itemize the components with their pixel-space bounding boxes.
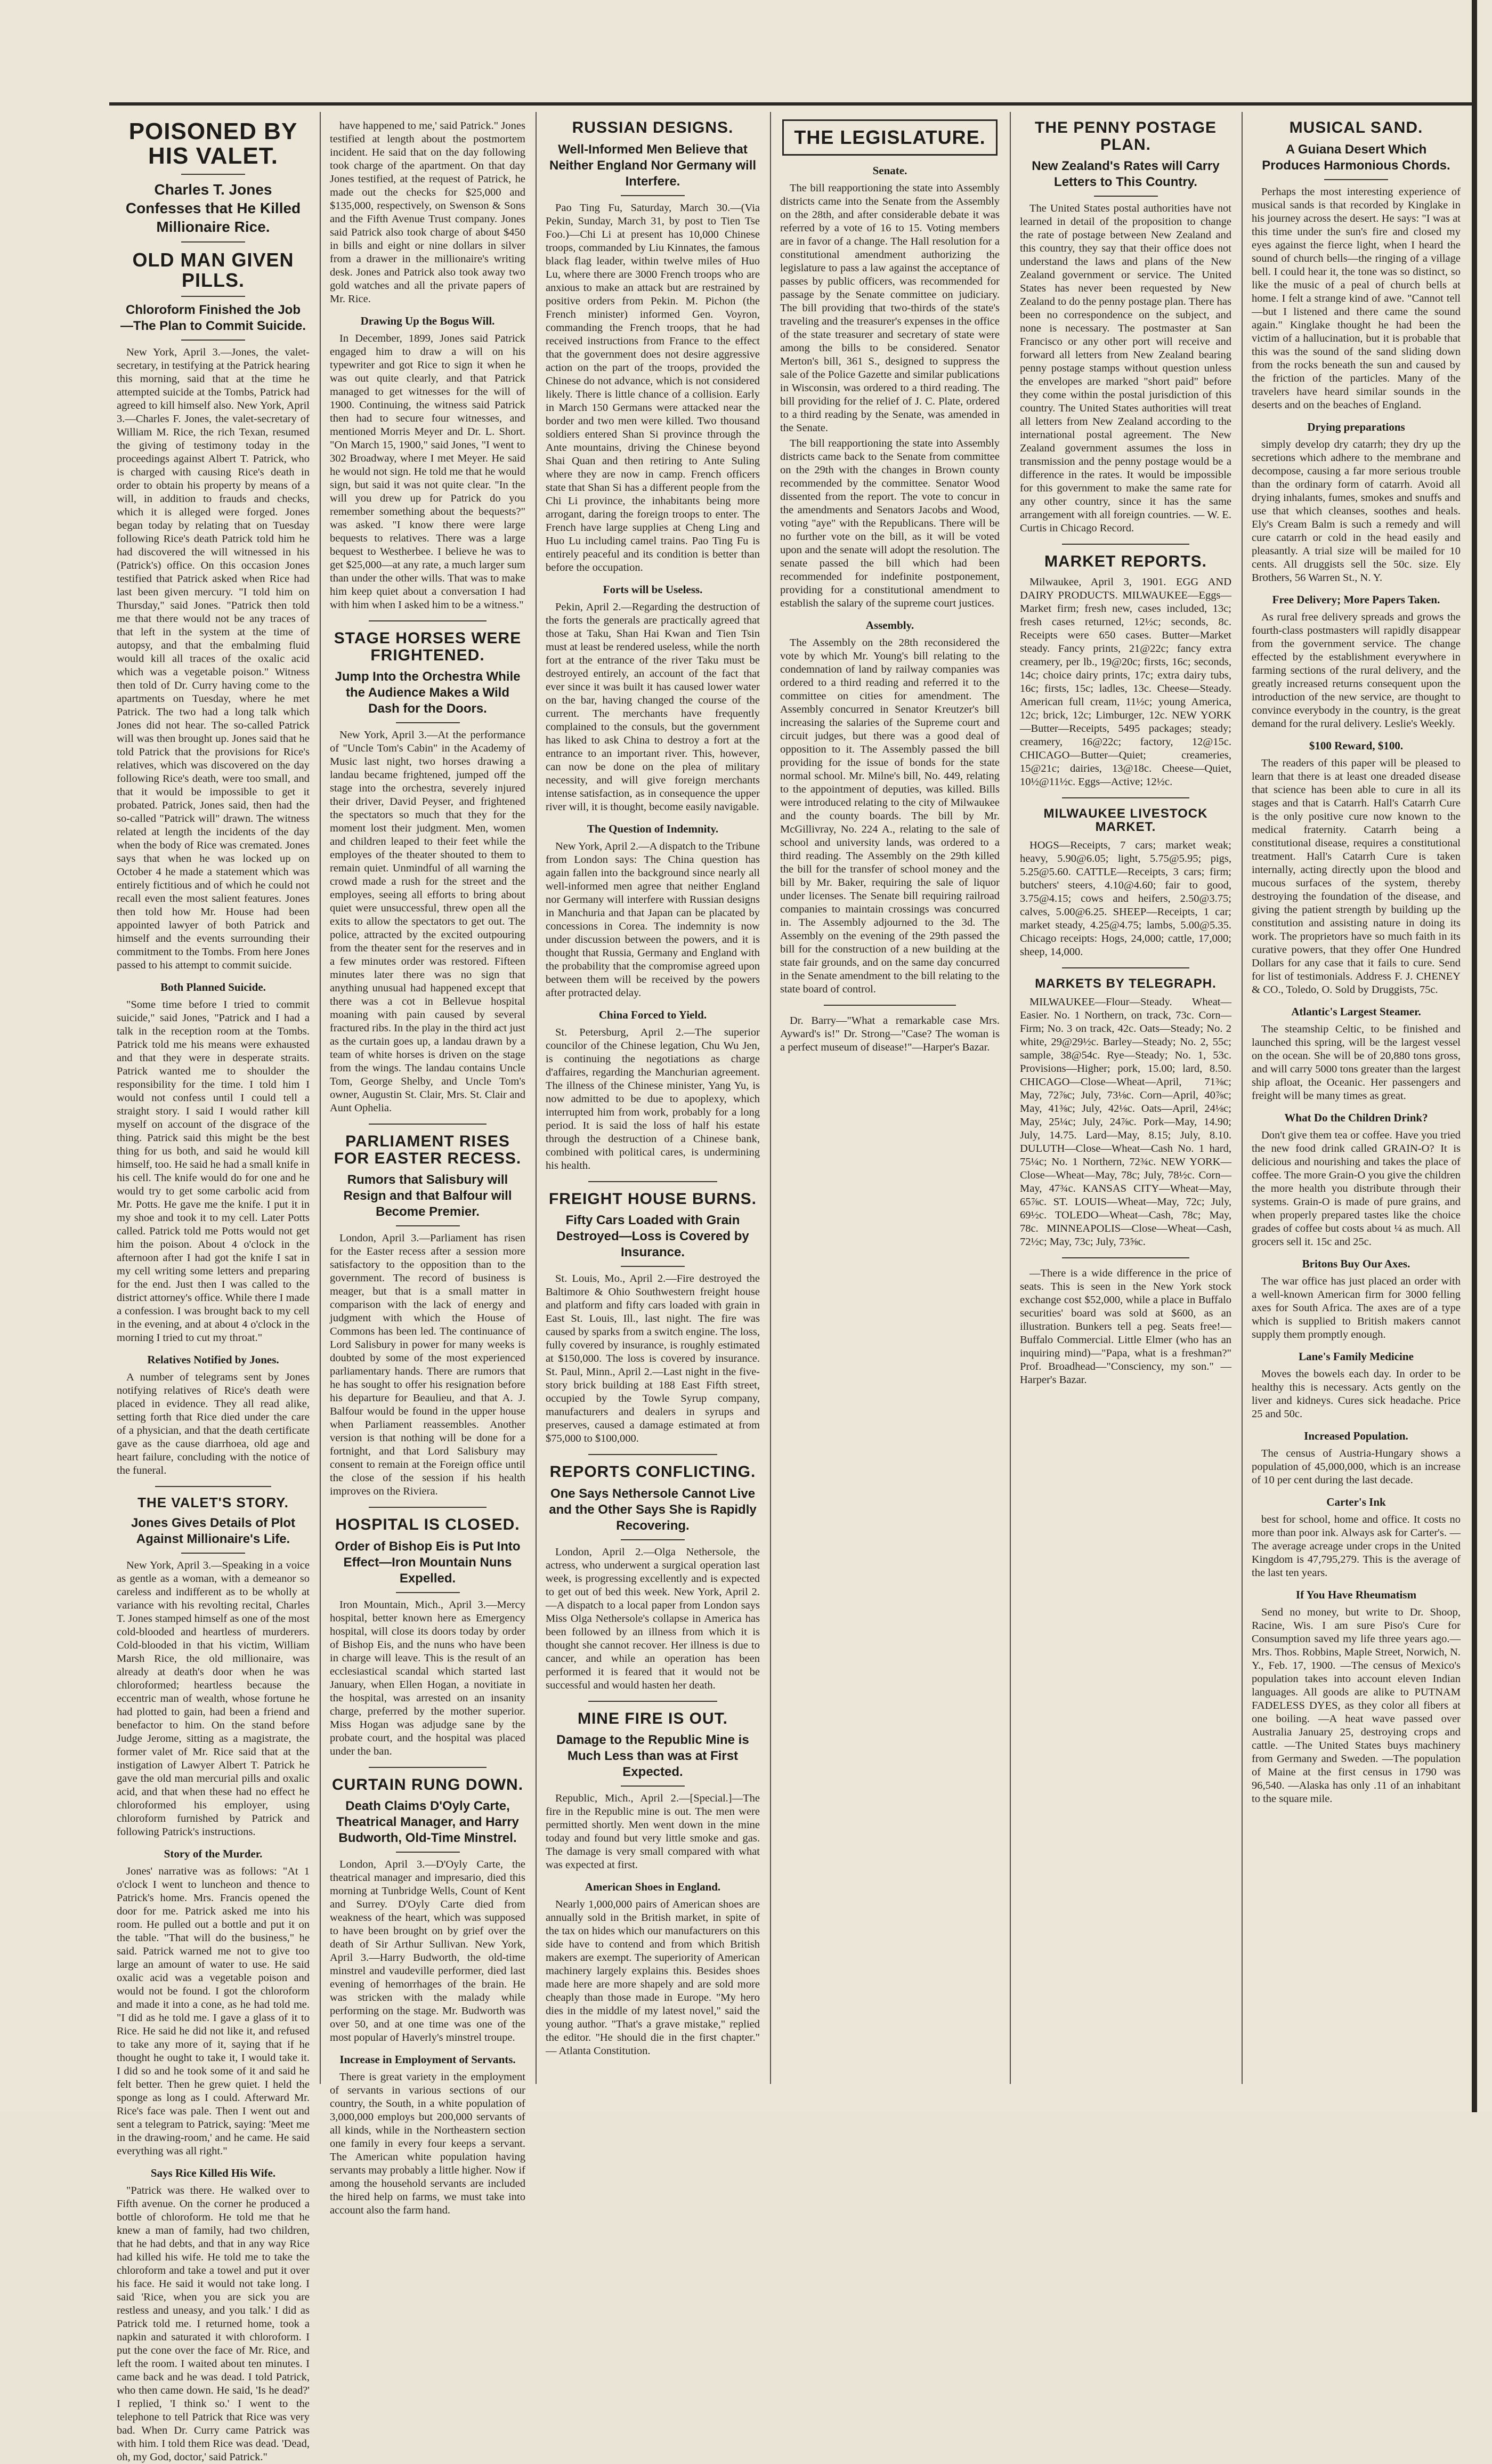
article-body: The readers of this paper will be pleased to learn that there is at least one dreaded disease that science has been able to cure in all its stages and that is Catarrh. Hall's Catarrh Cure is the only positive cure now known to the medical fraternity. Catarrh being a constitutional disease, requires a constitutional treatment. Hall's Catarrh Cure is taken internally, acting directly upon the blood and mucous surfaces of the system, thereby destroying the foundation of the disease, and giving the patient strength by building up the constitution and assisting nature in doing its work. The proprietors have so much faith in its curative powers, that they offer One Hundred Dollars for any case that it fails to cure. Send for list of testimonials. Address F. J. CHENEY & CO., Toledo, O. Sold by Druggists, 75c. <box>1252 757 1461 996</box>
subhead: Drawing Up the Bogus Will. <box>360 314 495 327</box>
headline-legislature: THE LEGISLATURE. <box>782 119 998 156</box>
article-body: Milwaukee, April 3, 1901. EGG AND DAIRY PRODUCTS. MILWAUKEE—Eggs—Market firm; fresh new, cases included, 13c; fresh cases returned, 12½c; seconds, 8c. Receipts were 650 cases. Butter—Market steady. Fancy prints, 21@22c; fancy extra creamery, per lb., 19@20c; firsts, 16c; seconds, 14c; choice dairy prints, 17c; extra dairy tubs, 16c; firsts, 15c; ladles, 13c. Cheese—Steady. American full cream, 11½c; young America, 12c; brick, 12c; Limburger, 12c. NEW YORK—Butter—Receipts, 5495 packages; steady; creamery, 16@22c; factory, 12@15c. CHICAGO—Butter—Quiet; creameries, 15@21c; dairies, 13@18c. Cheese—Quiet, 10½@11½c. Eggs—Active; 12½c. <box>1020 576 1231 788</box>
deck-chloroform: Chloroform Finished the Job—The Plan to Commit Suicide. <box>120 302 306 333</box>
subhead: Relatives Notified by Jones. <box>147 1353 279 1366</box>
article-body: have happened to me,' said Patrick." Jones testified at length about the postmortem incident. He said that on the day following took charge of the apartment. On that day Jones testified, at the request of Patrick, he made out the checks for $25,000 and $135,000, respectively, on Swenson & Sons and the Fifth Avenue Trust company. Jones said Patrick also took charge of about $450 in bills and eight or nine dollars in silver from a drawer in the millionaire's writing desk. Jones and Patrick also took away two gold watches and all the private papers of Mr. Rice. <box>330 120 525 305</box>
article-body: New York, April 2.—A dispatch to the Tribune from London says: The China question has again fallen into the background since nearly all well-informed men agree that neither England nor Germany will interfere with Russian designs in Manchuria and that Japan can be placated by concessions in Corea. The indemnity is now under discussion between the powers, and it is thought that Russia, Germany and England with the probability that the compromise agreed upon between them will be received by the powers after protracted delay. <box>546 840 760 999</box>
headline-market-reports: MARKET REPORTS. <box>1044 553 1207 570</box>
headline-markets-by-telegraph: MARKETS BY TELEGRAPH. <box>1035 976 1217 991</box>
article-body: Send no money, but write to Dr. Shoop, Racine, Wis. I am sure Piso's Cure for Consumption saved my life three years ago.—Mrs. Thos. Robbins, Maple Street, Norwich, N. Y., Feb. 17, 1900. —The census of Mexico's population takes into account eleven Indian languages. All goods are alike to PUTNAM FADELESS DYES, as they color all fibers at one boiling. —A heat wave passed over Australia January 25, destroying crops and cattle. —The United States buys machinery from Germany and Sweden. —The population of Maine at the first census in 1790 was 96,540. —Alaska has only .11 of an inhabitant to the square mile. <box>1252 1606 1461 1805</box>
subhead: American Shoes in England. <box>585 1880 721 1893</box>
article-body: "Some time before I tried to commit suicide," said Jones, "Patrick and I had a talk in the reception room at the Tombs. Patrick told me his means were exhausted and that they were in desperate straits. Patrick wanted me to shoulder the responsibility for the time. I told him I would not confess until I could tell a straight story. I said I would rather kill myself on account of the disgrace of the thing. Patrick said this might be the best thing for us both, and said he would kill himself, too. He said he had a small knife in his cell. The knife would do for one and he would try to get some carbolic acid from Mr. Potts. He gave me the knife. I put it in my shoe and took it to my cell. Later Potts called. Patrick told me Potts would not get him the poison. About 4 o'clock in the afternoon after I had got the knife I sat in my cell writing some letters and preparing for the end. Just then I was called to the district attorney's office. While there I made a confession. I was brought back to my cell in the evening, and at about 4 o'clock in the morning I tried to cut my throat." <box>117 998 310 1344</box>
subhead: Free Delivery; More Papers Taken. <box>1272 593 1440 606</box>
article-body: Pao Ting Fu, Saturday, March 30.—(Via Pekin, Sunday, March 31, by post to Tien Tse Foo.)—Chi Li at present has 10,000 Chinese troops, commanded by Liu Kinnates, the famous black flag leader, within twelve miles of Huo Lu, where there are 3000 French troops who are anxious to make an attack but are restrained by positive orders from Pekin. M. Pichon (the French minister) informed Gen. Voyron, commanding the French troops, that he had received instructions from France to the effect that the government does not desire aggressive action on the part of the troops, provided the Chinese do not advance, which is not considered likely. There is little chance of a collision. Early in March 150 Germans were attacked near the border and two men were killed. Two thousand soldiers entered Shan Si province through the Ante mountains, driving the Chinese beyond Shai Quan and then retiring to Ante Suling where they are now in camp. French officers state that Shan Si has a different people from the Chi Li province, the inhabitants being more arrogant, daring the foreign troops to enter. The French have large supplies at Cheng Ling and Huo Lu including camel trains. Pao Ting Fu is entirely peaceful and its condition is better than before the occupation. <box>546 201 760 573</box>
headline-reports-conflicting: REPORTS CONFLICTING. <box>549 1463 756 1481</box>
headline-musical-sand: MUSICAL SAND. <box>1289 119 1423 136</box>
subhead: If You Have Rheumatism <box>1295 1588 1417 1601</box>
subhead: Increased Population. <box>1304 1429 1408 1442</box>
masthead-rule <box>109 102 1473 106</box>
article-body: London, April 3.—Parliament has risen for the Easter recess after a session more satisfactory to the opposition than to the government. The record of business is meager, but that is a small matter in comparison with the lack of energy and judgment with which the House of Commons has been led. The continuance of Lord Salisbury in power for many weeks is doubted by some of the most experienced parliamentary hands. There are rumors that he has sought to offer his resignation before his departure for Beaulieu, and that A. J. Balfour would be found in the upper house when Parliament reassembles. Another version is that nothing will be done for a fortnight, and that Lord Salisbury may consent to remain at the Foreign office until the close of the session if his health improves on the Riviera. <box>330 1232 525 1497</box>
deck-confession: Charles T. Jones Confesses that He Killed Millionaire Rice. <box>125 181 301 236</box>
subhead: Drying preparations <box>1307 420 1405 433</box>
article-body: Pekin, April 2.—Regarding the destruction of the forts the generals are practically agreed that those at Taku, Shan Hai Kwan and Tien Tsin must at least be rendered useless, while the north fort at the entrance of the river Taku must be destroyed entirely, an account of the fact that ever since it was built it has caused lower water on the bar, having changed the course of the current. The merchants have frequently complained to the consuls, but the government has liked to ask China to destroy a fort at the entrance to an important river. This, however, can now be done on the plea of military necessity, and will give foreign merchants intense satisfaction, as in consequence the upper river will, it is thought, become easily navigable. <box>546 601 760 813</box>
deck-mine-fire: Damage to the Republic Mine is Much Less than was at First Expected. <box>556 1733 749 1779</box>
headline-curtain: CURTAIN RUNG DOWN. <box>331 1775 524 1794</box>
subhead: Carter's Ink <box>1326 1495 1386 1508</box>
headline-poisoned: POISONED BY HIS VALET. <box>128 118 298 169</box>
deck-penny-postage: New Zealand's Rates will Carry Letters to This Country. <box>1032 159 1220 189</box>
column-1 <box>109 112 317 2463</box>
article-body: In December, 1899, Jones said Patrick engaged him to draw a will on his typewriter and got Rice to sign it when he was out quite clearly, and that Patrick managed to get witnesses for the will of 1900. Continuing, the witness said Patrick then had to secure four witnesses, and mentioned Morris Meyer and Dr. L. Short. "On March 15, 1900," said Jones, "I went to 302 Broadway, where I met Meyer. He said he would not sign. He told me that he would sign, but said it was not quite clear. "In the will you drew up for Patrick do you remember something about the bequests?" was asked. "I know there were large bequests to relatives. There was a large bequest to Westherbee. I believe he was to get $25,000—at any rate, a much larger sum than under the other wills. That was to make him keep quiet about a conversation I had with him when I asked him to be a witness." <box>330 333 525 611</box>
deck-russian-designs: Well-Informed Men Believe that Neither England Nor Germany will Interfere. <box>549 142 757 189</box>
subhead: What Do the Children Drink? <box>1284 1111 1428 1124</box>
column-5 <box>1012 112 1239 2100</box>
deck-hospital: Order of Bishop Eis is Put Into Effect—Iron Mountain Nuns Expelled. <box>335 1539 521 1586</box>
subhead: Forts will be Useless. <box>603 583 703 596</box>
article-body: MILWAUKEE—Flour—Steady. Wheat—Easier. No. 1 Northern, on track, 73c. Corn—Firm; No. 3 on track, 42c. Oats—Steady; No. 2 white, 29@29½c. Barley—Steady; No. 2, 55c; sample, 38@54c. Rye—Steady; No. 1, 53c. Provisions—Higher; pork, 15.00; lard, 8.50. CHICAGO—Close—Wheat—April, 71⅜c; May, 72⅞c; July, 73⅛c. Corn—April, 40⅞c; May, 41⅜c; July, 42⅛c. Oats—April, 24⅛c; May, 25¼c; July, 24⅞c. Pork—May, 14.90; July, 14.75. Lard—May, 8.15; July, 8.10. DULUTH—Close—Wheat—Cash No. 1 hard, 75¼c; No. 1 Northern, 72¾c. NEW YORK—Close—Wheat—May, 78c; July, 78½c. Corn—May, 47¾c. KANSAS CITY—Wheat—May, 65⅞c. ST. LOUIS—Wheat—May, 72c; July, 69½c. TOLEDO—Wheat—Cash, 78c; May, 78c. MINNEAPOLIS—Close—Wheat—Cash, 72½c; May, 73c; July, 73⅝c. <box>1020 996 1231 1248</box>
column-rule <box>320 112 321 2084</box>
article-body: The bill reapportioning the state into Assembly districts came back to the Senate from committee on the 29th with the changes in Brown county recommended by the committee. Senator Wood dissented from the report. The vote to concur in the amendments and Senators Jacobs and Wood, voting "aye" with the Republicans. There will be no further vote on the bill, as it will be voted upon and the senate will adopt the resolution. The senate passed the bill which had been recommended for indefinite postponement, providing for a constitutional amendment to establish the salary of the supreme court justices. <box>780 438 1000 609</box>
subhead: Both Planned Suicide. <box>160 980 266 993</box>
article-body: The bill reapportioning the state into Assembly districts came into the Senate from the Assembly on the 28th, and after considerable debate it was referred by a vote of 16 to 15. Voting members are in favor of a change. The Hall resolution for a constitutional amendment authorizing the legislature to pass a law against the acceptance of passes by public officers, was recommended for passage by the Senate committee on judiciary. The bill providing that two-thirds of the state's traveling and the treasurer's expenses in the office of the state treasurer and secretary of state were among the bills to be considered. Senator Merton's bill, 361 S., designed to suppress the sale of the Police Gazette and similar publications in Wisconsin, was ordered to a third reading. The bill providing for the relief of J. C. Plate, ordered to a third reading by the Senate, was amended in the Senate. <box>780 182 1000 434</box>
deck-freight-house: Fifty Cars Loaded with Grain Destroyed—Loss is Covered by Insurance. <box>556 1213 749 1259</box>
column-2 <box>322 112 533 2216</box>
article-body: There is great variety in the employment of servants in various sections of our country, the South, in a white population of 3,000,000 employs but 200,000 servants of all kinds, while in the Northeastern section one family in every four keeps a servant. The American white population having servants may probably a little higher. Now if among the household servants are included the hired help on farms, we must take into account also the farm hand. <box>330 2071 525 2216</box>
article-body: New York, April 3.—Jones, the valet-secretary, in testifying at the Patrick hearing this morning, said that at the time he attempted suicide at the Tombs, Patrick had agreed to kill himself also. New York, April 3.—Charles F. Jones, the valet-secretary of William M. Rice, the rich Texan, resumed the giving of testimony today in the proceedings against Albert T. Patrick, who is charged with causing Rice's death in order to obtain his property by means of a will, in addition to frauds and checks, which it is alleged were forged. Jones began today by relating that on Tuesday following Rice's death Patrick told him he had discovered the will witnessed in his (Patrick's) office. On this occasion Jones testified that Patrick asked when Rice had last been given mercury. "I told him on Thursday," said Jones. "Patrick then told me that there would not be any traces of that left in the system at the time of autopsy, and that the embalming fluid would kill all traces of the oxalic acid which was a vegetable poison." Witness then told of Dr. Curry having come to the apartments on Tuesday, where he met Patrick. The two had a long talk which Jones did not hear. The so-called Patrick will was then brought up. Jones said that he told Patrick that the provisions for Rice's relatives, which was discovered on the day following Rice's death, were too small, and that it would be impossible to get it probated. Patrick, Jones said, then had the so-called "Patrick will" drawn. The witness related at length the incidents of the day when the body of Rice was cremated. Jones says that when he was locked up on October 4 he made a statement which was entirely fictitious and of which he could not recall even the most salient features. Jones then told how Mr. House had been appointed lawyer of both Patrick and himself and the events surrounding their commitment to the Tombs. From here Jones passed to his attempt to commit suicide. <box>117 346 310 971</box>
deck-musical-sand: A Guiana Desert Which Produces Harmonious Chords. <box>1262 142 1450 173</box>
article-body: "Patrick was there. He walked over to Fifth avenue. On the corner he produced a bottle of chloroform. He told me that he knew a man of family, had two children, that he had debts, and that in any way Rice had killed his wife. He told me to take the chloroform and take a towel and put it over his face. He said it would not take long. I said 'Rice, when you are sick you are restless and uneasy, and you talk.' I did as Patrick told me. I returned home, took a napkin and saturated it with chloroform. I put the cone over the face of Mr. Rice, and left the room. I waited about ten minutes. I came back and he was dead. I told Patrick, who then came down. He said, 'Is he dead?' I replied, 'I think so.' I went to the telephone to tell Patrick that Rice was very bad. When Dr. Curry came Patrick was with him. I told them Rice was dead. 'Dead, oh, my God, doctor,' said Patrick." <box>117 2185 310 2463</box>
page-edge-rule <box>1472 0 1477 2112</box>
subhead: Lane's Family Medicine <box>1299 1350 1414 1363</box>
subhead: $100 Reward, $100. <box>1309 739 1404 752</box>
article-body: Perhaps the most interesting experience of musical sands is that recorded by Kinglake in his journey across the desert. He says: "I was at this time under the sun's fire and closed my eyes against the fierce light, when I heard the sound of church bells—the ringing of a village bell. I could hear it, the tone was so distinct, so like the music of a peal of church bells at home. I felt a strange kind of awe. "Cannot tell—but I listened and there came the sound again." Kinglake thought he had been the victim of a hallucination, but it is probable that this was the sound of the sand sliding down from the rocks beneath the sun and caused by the friction of the particles. Many of the travelers have heard similar sounds in the deserts and on the beaches of England. <box>1252 185 1461 411</box>
article-body: The United States postal authorities have not learned in detail of the proposition to change the rate of postage between New Zealand and this country, they say that their office does not understand the laws and plans of the New Zealand government or service. The United States has never been requested by New Zealand to do the penny postage plan. There has been no correspondence on the subject, and none is necessary. The postmaster at San Francisco or any other port will receive and forward all letters from New Zealand bearing penny postage stamps without question unless the envelopes are marked "short paid" before they come within the postal jurisdiction of this country. The United States authorities will treat all letters from New Zealand according to the international postal agreement. The New Zealand government assumes the loss in transmission and the penny postage would be a difference in the rates. It would be impossible for this government to make the same rate for any other country, since it has the same arrangement with all foreign countries. — W. E. Curtis in Chicago Record. <box>1020 203 1231 534</box>
article-body: New York, April 3.—At the performance of "Uncle Tom's Cabin" in the Academy of Music last night, two horses drawing a landau became frightened, jumped off the stage into the orchestra, severely injured their driver, David Peyser, and frightened the spectators so much that they for the moment lost their judgment. Men, women and children leaped to their feet while the employes of the theater shouted to them to remain quiet. Unmindful of all warning the crowd made a rush for the street and the employes, seeing all efforts to bring about quiet were unsuccessful, threw open all the exits to allow the spectators to get out. The police, attracted by the excited outpouring from the theater sent for the reserves and in a few minutes order was restored. Fifteen minutes later there was no sign that anything unusual had happened except that there was a cot in Bellevue hospital moaning with pain caused by several fractured ribs. In the play in the third act just as the curtain goes up, a landau drawn by a team of white horses is driven on the stage from the wings. The landau contains Uncle Tom, George Shelby, and Uncle Tom's owner, Augustin St. Clair, Mrs. St. Clair and Aunt Ophelia. <box>330 729 525 1114</box>
article-body: Dr. Barry—"What a remarkable case Mrs. Ayward's is!" Dr. Strong—"Case? The woman is a perfect museum of disease!"—Harper's Bazar. <box>780 1015 1000 1053</box>
article-body: Republic, Mich., April 2.—[Special.]—The fire in the Republic mine is out. The men were permitted shortly. Men went down in the mine today and found but very little smoke and gas. The damage is very small compared with what was expected at first. <box>546 1792 760 1871</box>
article-body: The steamship Celtic, to be finished and launched this spring, will be the largest vessel on the ocean. She will be of 20,880 tons gross, and will carry 5000 tons greater than the largest ship afloat, the Oceanic. Her passengers and freight will be many times as great. <box>1252 1023 1461 1102</box>
column-rule <box>1010 112 1011 2084</box>
column-rule <box>1242 112 1243 2084</box>
subhead: The Question of Indemnity. <box>587 822 719 835</box>
headline-hospital: HOSPITAL IS CLOSED. <box>335 1516 520 1533</box>
subhead: Senate. <box>872 164 907 177</box>
subhead: Says Rice Killed His Wife. <box>150 2167 276 2180</box>
article-body: New York, April 3.—Speaking in a voice as gentle as a woman, with a demeanor so careless and indifferent as to be wholly at variance with his revolting recital, Charles T. Jones stamped himself as one of the most cold-blooded and heartless of murderers. Cold-blooded in that his victim, William Marsh Rice, the old millionaire, was already at death's door when he was chloroformed; heartless because the eccentric man of wealth, whose fortune he had plotted to gain, had been a friend and benefactor to him. On the stand before Judge Jerome, sitting as a magistrate, the former valet of Mr. Rice said that at the instigation of Lawyer Albert T. Patrick he gave the old man mercurial pills and oxalic acid, and that when these had no effect he chloroformed his employer, using chloroform furnished by Patrick and following Patrick's instructions. <box>117 1560 310 1838</box>
headline-valets-story: THE VALET'S STORY. <box>137 1494 289 1510</box>
headline-mine-fire: MINE FIRE IS OUT. <box>577 1709 728 1727</box>
headline-old-man: OLD MAN GIVEN PILLS. <box>132 249 294 292</box>
article-body: As rural free delivery spreads and grows the fourth-class postmasters will rapidly disappear from the government service. The change effected by the establishment everywhere in farming sections of the rural delivery, and the greatly increased returns consequent upon the introduction of the new service, are thought to convince everybody in the country, is the great demand for the rural delivery. Leslie's Weekly. <box>1252 611 1461 730</box>
column-rule <box>770 112 771 2084</box>
subhead: Atlantic's Largest Steamer. <box>1291 1005 1421 1018</box>
headline-livestock-market: MILWAUKEE LIVESTOCK MARKET. <box>1043 806 1208 834</box>
deck-stage-horses: Jump Into the Orchestra While the Audience Makes a Wild Dash for the Doors. <box>335 669 521 716</box>
column-6 <box>1244 112 1468 2100</box>
article-body: St. Petersburg, April 2.—The superior councilor of the Chinese legation, Chu Wu Jen, is continuing the negotiations as charge d'affaires, regarding the Manchurian agreement. The illness of the Chinese minister, Yang Yu, is now admitted to be due to apoplexy, which interrupted him from work, probably for a long period. It is said the loss of half his estate through the destruction of a Chinese bank, combined with political cares, is undermining his health. <box>546 1026 760 1172</box>
article-body: Iron Mountain, Mich., April 3.—Mercy hospital, better known here as Emergency hospital, will close its doors today by order of Bishop Eis, and the nuns who have been in charge will leave. This is the result of an ecclesiastical scandal which started last January, when Ellen Hogan, a novitiate in the hospital, was arrested on an insanity charge, preferred by the mother superior. Miss Hogan was adjudge sane by the probate court, and the hospital was placed under the ban. <box>330 1598 525 1757</box>
subhead: China Forced to Yield. <box>598 1008 707 1021</box>
article-body: simply develop dry catarrh; they dry up the secretions which adhere to the membrane and decompose, causing a far more serious trouble than the ordinary form of catarrh. Avoid all drying inhalants, fumes, smokes and snuffs and use that which cleanses, soothes and heals. Ely's Cream Balm is such a remedy and will cure catarrh or cold in the head easily and pleasantly. A trial size will be mailed for 10 cents. All druggists sell the 50c. size. Ely Brothers, 56 Warren St., N. Y. <box>1252 438 1461 584</box>
headline-russian-designs: RUSSIAN DESIGNS. <box>572 119 734 136</box>
subhead: Assembly. <box>865 619 914 632</box>
deck-reports-conflicting: One Says Nethersole Cannot Live and the Other Says She is Rapidly Recovering. <box>549 1486 757 1533</box>
subhead: Increase in Employment of Servants. <box>339 2053 516 2066</box>
column-rule <box>536 112 537 2084</box>
column-3 <box>538 112 767 2100</box>
article-body: St. Louis, Mo., April 2.—Fire destroyed the Baltimore & Ohio Southwestern freight house and platform and fifty cars loaded with grain in East St. Louis, Ill., last night. The fire was caused by sparks from a switch engine. The loss, fully covered by insurance, is roughly estimated at $150,000. The loss is covered by insurance. St. Paul, Minn., April 2.—Last night in the five-story brick building at 188 East Fifth street, occupied by the Towle Syrup company, manufacturers and dealers in syrups and preserves, caused a damage estimated at from $75,000 to $100,000. <box>546 1273 760 1444</box>
deck-valets-story: Jones Gives Details of Plot Against Millionaire's Life. <box>131 1516 296 1547</box>
article-body: The Assembly on the 28th reconsidered the vote by which Mr. Young's bill relating to the condemnation of land by railway companies was ordered to a third reading and referred it to the committee on cities for amendment. The Assembly concurred in Senator Kreutzer's bill increasing the salaries of the Supreme court and circuit judges, but there was a good deal of opposition to it. The Assembly passed the bill providing for the issue of bonds for the state normal school. Mr. Milne's bill, No. 449, relating to the appointment of deputies, was killed. Bills were introduced relating to the city of Milwaukee and the county boards. The bill by Mr. McGillivray, No. 224 A., relating to the sale of school and university lands, was ordered to a third reading. The Assembly on the 29th killed the bill for the transfer of school money and the bill by Mr. Baker, requiring the sale of liquor under licenses. The Senate bill requiring railroad companies to maintain crossings was concurred in. The Assembly adjourned to the 3d. The Assembly on the evening of the 29th passed the bill for the construction of a new building at the state fair grounds, and on the same day concurred in the Senate amendment to the bill relating to the state board of control. <box>780 637 1000 995</box>
headline-parliament: PARLIAMENT RISES FOR EASTER RECESS. <box>334 1133 522 1167</box>
headline-penny-postage: THE PENNY POSTAGE PLAN. <box>1035 119 1217 154</box>
deck-curtain: Death Claims D'Oyly Carte, Theatrical Manager, and Harry Budworth, Old-Time Minstrel. <box>336 1799 519 1845</box>
column-4 <box>773 112 1007 2100</box>
article-body: Moves the bowels each day. In order to be healthy this is necessary. Acts gently on the liver and kidneys. Cures sick headache. Price 25 and 50c. <box>1252 1368 1461 1420</box>
headline-stage-horses: STAGE HORSES WERE FRIGHTENED. <box>334 629 522 664</box>
article-body: —There is a wide difference in the price of seats. This is seen in the New York stock exchange cost $52,000, while a place in Buffalo securities' board was sold at $600, as an illustration. Bunkers tell a peg. Seats free!—Buffalo Commercial. Little Elmer (who has an inquiring mind)—"Papa, what is a freshman?" Prof. Broadhead—"Consciency, my son." —Harper's Bazar. <box>1020 1267 1231 1386</box>
headline-freight-house: FREIGHT HOUSE BURNS. <box>548 1190 757 1208</box>
article-body: Jones' narrative was as follows: "At 1 o'clock I went to luncheon and thence to Patrick's home. Mrs. Francis opened the door for me. Patrick asked me into his room. He pulled out a bottle and put it on the table. "That will do the business," he said. Patrick warned me not to give too large an amount of water to use. He said oxalic acid was a vegetable poison and would not be found. I got the chloroform and made it into a cone, as he had told me. "I did as he told me. I gave a glass of it to Rice. He said he did not like it, and refused to take any more of it, saying that if he thought he ought to take it, I would take it. I did so and he took some of it and said he felt better. Then he grew quiet. I held the sponge as long as I could. Afterward Mr. Rice's face was pale. Then I went out and sent a telegram to Patrick, saying: 'Meet me in the drawing-room,' and he came. He said everything was all right." <box>117 1865 310 2158</box>
article-body: Don't give them tea or coffee. Have you tried the new food drink called GRAIN-O? It is delicious and nourishing and takes the place of coffee. The more Grain-O you give the children the more health you distribute through their systems. Grain-O is made of pure grains, and when properly prepared tastes like the choice grades of coffee but costs about ¼ as much. All grocers sell it. 15c and 25c. <box>1252 1129 1461 1248</box>
subhead: Britons Buy Our Axes. <box>1302 1257 1410 1270</box>
article-body: best for school, home and office. It costs no more than poor ink. Always ask for Carter's. —The average acreage under crops in the United Kingdom is 47,795,279. This is the average of the last ten years. <box>1252 1513 1461 1579</box>
article-body: London, April 3.—D'Oyly Carte, the theatrical manager and impresario, died this morning at Tunbridge Wells, Count of Kent and Surrey. D'Oyly Carte died from weakness of the heart, which was supposed to have been brought on by grief over the death of Sir Arthur Sullivan. New York, April 3.—Harry Budworth, the old-time minstrel and vaudeville performer, died last evening of hemorrhages of the brain. He was stricken with the malady while performing on the stage. Mr. Budworth was over 50, and at one time was one of the most popular of Haverly's minstrel troupe. <box>330 1859 525 2043</box>
subhead: Story of the Murder. <box>164 1847 263 1861</box>
article-body: A number of telegrams sent by Jones notifying relatives of Rice's death were placed in evidence. They all read alike, setting forth that Rice died under the care of a physician, and that the death certificate gave as the cause diarrhoea, old age and heart failure, concluding with the notice of the funeral. <box>117 1371 310 1476</box>
deck-parliament: Rumors that Salisbury will Resign and that Balfour will Become Premier. <box>343 1173 512 1219</box>
article-body: The census of Austria-Hungary shows a population of 45,000,000, which is an increase of 10 per cent during the last decade. <box>1252 1447 1461 1486</box>
article-body: HOGS—Receipts, 7 cars; market weak; heavy, 5.90@6.05; light, 5.75@5.95; pigs, 5.25@5.60. CATTLE—Receipts, 3 cars; firm; butchers' steers, 4.10@4.60; fair to good, 3.75@4.15; cows and heifers, 2.50@3.75; calves, 5.00@6.25. SHEEP—Receipts, 1 car; market steady, 4.25@4.75; lambs, 5.00@5.35. Chicago receipts: Hogs, 24,000; cattle, 17,000; sheep, 14,000. <box>1020 839 1231 958</box>
article-body: The war office has just placed an order with a well-known American firm for 3000 felling axes for South Africa. The axes are of a type which is supplied to British makers cannot supply them promptly enough. <box>1252 1275 1461 1340</box>
article-body: Nearly 1,000,000 pairs of American shoes are annually sold in the British market, in spite of the tax on hides which our manufacturers on this side have to contend and from which British makers are exempt. The superiority of American machinery largely explains this. Besides shoes made here are more shapely and are sold more cheaply than those made in Europe. "My hero dies in the middle of my latest novel," said the young author. "That's a grave mistake," replied the editor. "He should die in the first chapter." — Atlanta Constitution. <box>546 1899 760 2057</box>
article-body: London, April 2.—Olga Nethersole, the actress, who underwent a surgical operation last week, is progressing excellently and is expected to get out of bed this week. New York, April 2.—A dispatch to a local paper from London says Miss Olga Nethersole's collapse in America has been followed by an illness from which it is thought she cannot recover. Her illness is due to cancer, and while an operation has been performed it is feared that it would not be successful and would hasten her death. <box>546 1546 760 1691</box>
